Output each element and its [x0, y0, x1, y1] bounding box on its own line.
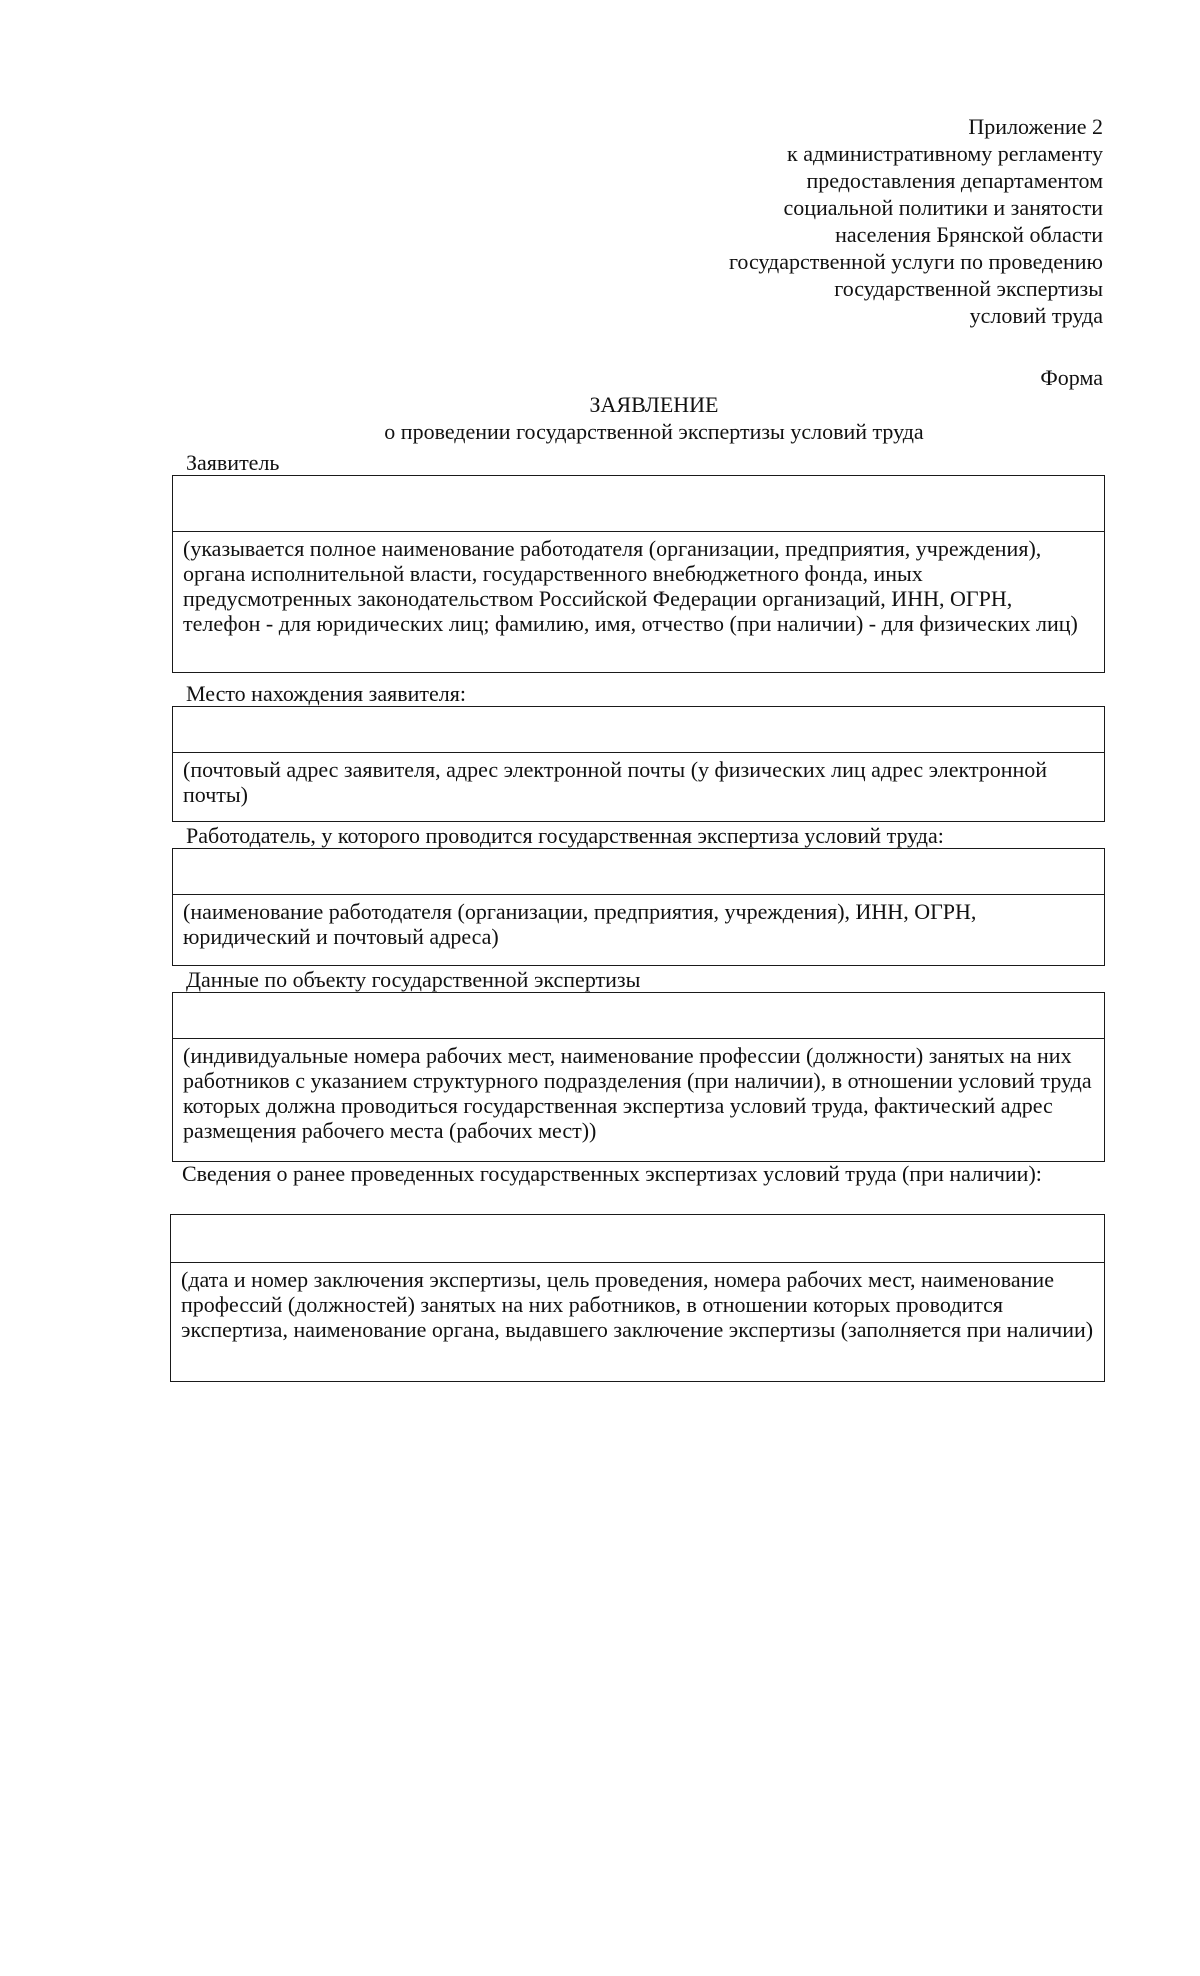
location-input-field[interactable]: [173, 707, 1104, 753]
appendix-line: населения Брянской области: [835, 222, 1103, 247]
employer-input-field[interactable]: [173, 849, 1104, 895]
appendix-header: [729, 113, 1103, 329]
appendix-line: государственной услуги по проведению: [728, 249, 1103, 274]
section-label-location: Место нахождения заявителя:: [186, 681, 466, 706]
location-box: [172, 706, 1105, 822]
previous-examinations-box: [170, 1214, 1105, 1382]
appendix-line: к административному регламенту: [787, 141, 1103, 166]
applicant-box: [172, 475, 1105, 673]
section-label-previous-examinations: Сведения о ранее проведенных государственных экспертизах условий труда (при наличии):: [182, 1161, 1042, 1186]
employer-box: [172, 848, 1105, 966]
section-label-applicant: Заявитель: [186, 450, 280, 475]
appendix-line: условий труда: [969, 303, 1103, 328]
section-label-object-data: Данные по объекту государственной экспертизы: [186, 967, 641, 992]
object-data-box: [172, 992, 1105, 1162]
employer-hint: (наименование работодателя (организации, предприятия, учреждения), ИНН, ОГРН, юридический и почтовый адреса): [183, 899, 977, 949]
section-label-employer: Работодатель, у которого проводится государственная экспертиза условий труда:: [186, 823, 944, 848]
appendix-line: социальной политики и занятости: [783, 195, 1103, 220]
form-label: Форма: [1040, 365, 1103, 390]
document-subtitle: о проведении государственной экспертизы условий труда: [384, 419, 924, 444]
location-hint: (почтовый адрес заявителя, адрес электронной почты (у физических лиц адрес электронной почты): [183, 757, 1048, 807]
appendix-line: предоставления департаментом: [806, 168, 1103, 193]
appendix-line: Приложение 2: [968, 114, 1103, 139]
applicant-input-field[interactable]: [173, 476, 1104, 532]
object-data-input-field[interactable]: [173, 993, 1104, 1039]
applicant-hint: (указывается полное наименование работодателя (организации, предприятия, учреждения), органа исполнительной власти, государственного внебюджетного фонда, иных предусмотренных законодательством Российской Федерации организаций, ИНН, ОГРН, телефон - для юридических лиц; фамилию, имя, отчество (при наличии) - для физических лиц): [183, 536, 1078, 636]
previous-examinations-input-field[interactable]: [171, 1215, 1104, 1263]
appendix-line: государственной экспертизы: [834, 276, 1103, 301]
object-data-hint: (индивидуальные номера рабочих мест, наименование профессии (должности) занятых на них работников с указанием структурного подразделения (при наличии), в отношении условий труда которых должна проводиться государственная экспертиза условий труда, фактический адрес размещения рабочего места (рабочих мест)): [183, 1043, 1092, 1143]
previous-examinations-hint: (дата и номер заключения экспертизы, цель проведения, номера рабочих мест, наименование профессий (должностей) занятых на них работников, в отношении которых проводится экспертиза, наименование органа, выдавшего заключение экспертизы (заполняется при наличии): [181, 1267, 1094, 1342]
document-title: ЗАЯВЛЕНИЕ: [589, 392, 719, 417]
